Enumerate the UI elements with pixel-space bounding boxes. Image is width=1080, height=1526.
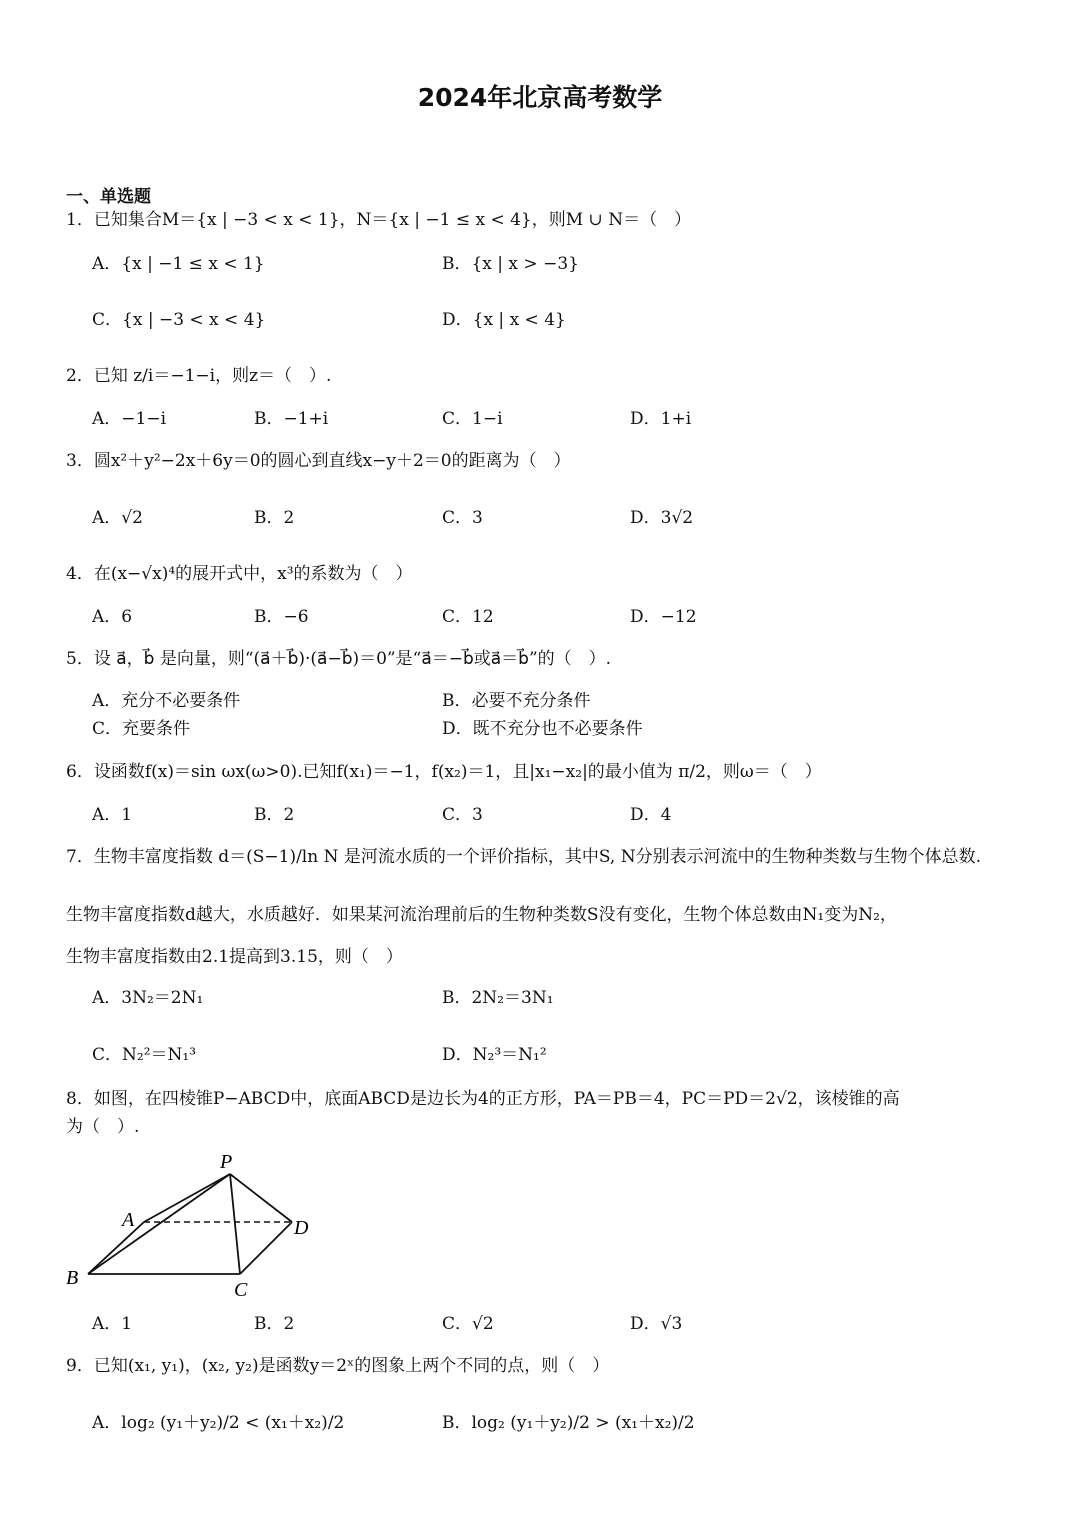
edge-pb <box>88 1174 230 1274</box>
label-b: B <box>66 1267 79 1289</box>
question-9-option-b: B．log₂ (y₁＋y₂)/2 > (x₁＋x₂)/2 <box>442 1413 695 1433</box>
question-7-stem-line-2: 生物丰富度指数d越大，水质越好．如果某河流治理前后的生物种类数S没有变化，生物个体总数由N₁变为N₂， <box>66 905 897 925</box>
edge-pa <box>144 1174 230 1222</box>
pyramid-figure <box>60 1148 390 1308</box>
question-8-option-d: D．√3 <box>630 1314 683 1334</box>
question-6-stem: 6．设函数f(x)＝sin ωx(ω>0).已知f(x₁)＝−1，f(x₂)＝1，且|x₁−x₂|的最小值为 π/2，则ω＝（ ） <box>66 762 822 782</box>
question-7-option-b: B．2N₂＝3N₁ <box>442 988 554 1008</box>
question-8-stem-line-1: 8．如图，在四棱锥P−ABCD中，底面ABCD是边长为4的正方形，PA＝PB＝4，PC＝PD＝2√2，该棱锥的高 <box>66 1089 900 1109</box>
question-7-option-a: A．3N₂＝2N₁ <box>92 988 204 1008</box>
page-title: 2024年北京高考数学 <box>417 83 663 112</box>
question-4-option-a: A．6 <box>92 607 133 627</box>
question-6-option-b: B．2 <box>254 805 295 825</box>
question-4-stem: 4．在(x−√x)⁴的展开式中，x³的系数为（ ） <box>66 564 413 584</box>
edge-pd <box>230 1174 292 1222</box>
question-3-option-a: A．√2 <box>92 508 143 528</box>
question-4-option-d: D．−12 <box>630 607 697 627</box>
label-p: P <box>220 1151 233 1173</box>
question-2-option-b: B．−1+i <box>254 409 329 429</box>
question-6-option-c: C．3 <box>442 805 483 825</box>
question-7-option-c: C．N₂²＝N₁³ <box>92 1045 197 1065</box>
question-4-option-c: C．12 <box>442 607 494 627</box>
question-2-option-d: D．1+i <box>630 409 692 429</box>
question-5-option-d: D．既不充分也不必要条件 <box>442 719 643 739</box>
question-1-option-b: B．{x | x > −3} <box>442 254 579 274</box>
question-7-option-d: D．N₂³＝N₁² <box>442 1045 547 1065</box>
question-3-option-b: B．2 <box>254 508 295 528</box>
question-2-option-a: A．−1−i <box>92 409 167 429</box>
question-8-option-c: C．√2 <box>442 1314 494 1334</box>
question-3-option-c: C．3 <box>442 508 483 528</box>
question-6-option-d: D．4 <box>630 805 672 825</box>
label-a: A <box>122 1209 135 1231</box>
question-1-option-d: D．{x | x < 4} <box>442 310 566 330</box>
question-5-stem: 5．设 a⃗，b⃗ 是向量，则“(a⃗＋b⃗)·(a⃗−b⃗)＝0”是“a⃗＝−b⃗或a⃗＝b⃗”的（ ）. <box>66 649 612 669</box>
question-3-stem: 3．圆x²＋y²−2x＋6y＝0的圆心到直线x−y＋2＝0的距离为（ ） <box>66 451 571 471</box>
question-8-option-a: A．1 <box>92 1314 133 1334</box>
question-1-stem: 1．已知集合M＝{x | −3 < x < 1}，N＝{x | −1 ≤ x < 4}，则M ∪ N＝（ ） <box>66 210 692 230</box>
edge-pc <box>230 1174 240 1274</box>
question-1-option-c: C．{x | −3 < x < 4} <box>92 310 266 330</box>
question-5-option-a: A．充分不必要条件 <box>92 691 241 711</box>
question-5-option-c: C．充要条件 <box>92 719 191 739</box>
question-8-stem-line-2: 为（ ）. <box>66 1117 140 1137</box>
question-1-option-a: A．{x | −1 ≤ x < 1} <box>92 254 265 274</box>
question-2-stem: 2．已知 z/i＝−1−i，则z＝（ ）. <box>66 366 332 386</box>
label-c: C <box>234 1279 248 1301</box>
question-7-stem-line-3: 生物丰富度指数由2.1提高到3.15，则（ ） <box>66 947 403 967</box>
edge-ab <box>88 1222 144 1274</box>
question-8-option-b: B．2 <box>254 1314 295 1334</box>
question-9-option-a: A．log₂ (y₁＋y₂)/2 < (x₁＋x₂)/2 <box>92 1413 345 1433</box>
label-d: D <box>294 1217 309 1239</box>
question-6-option-a: A．1 <box>92 805 133 825</box>
question-9-stem: 9．已知(x₁, y₁)，(x₂, y₂)是函数y＝2ˣ的图象上两个不同的点，则（ ） <box>66 1356 610 1376</box>
section-heading: 一、单选题 <box>66 187 151 207</box>
question-7-stem-line-1: 7．生物丰富度指数 d＝(S−1)/ln N 是河流水质的一个评价指标，其中S, N分别表示河流中的生物种类数与生物个体总数. <box>66 847 981 867</box>
question-5-option-b: B．必要不充分条件 <box>442 691 591 711</box>
question-2-option-c: C．1−i <box>442 409 503 429</box>
question-4-option-b: B．−6 <box>254 607 309 627</box>
question-3-option-d: D．3√2 <box>630 508 694 528</box>
edge-cd <box>240 1222 292 1274</box>
